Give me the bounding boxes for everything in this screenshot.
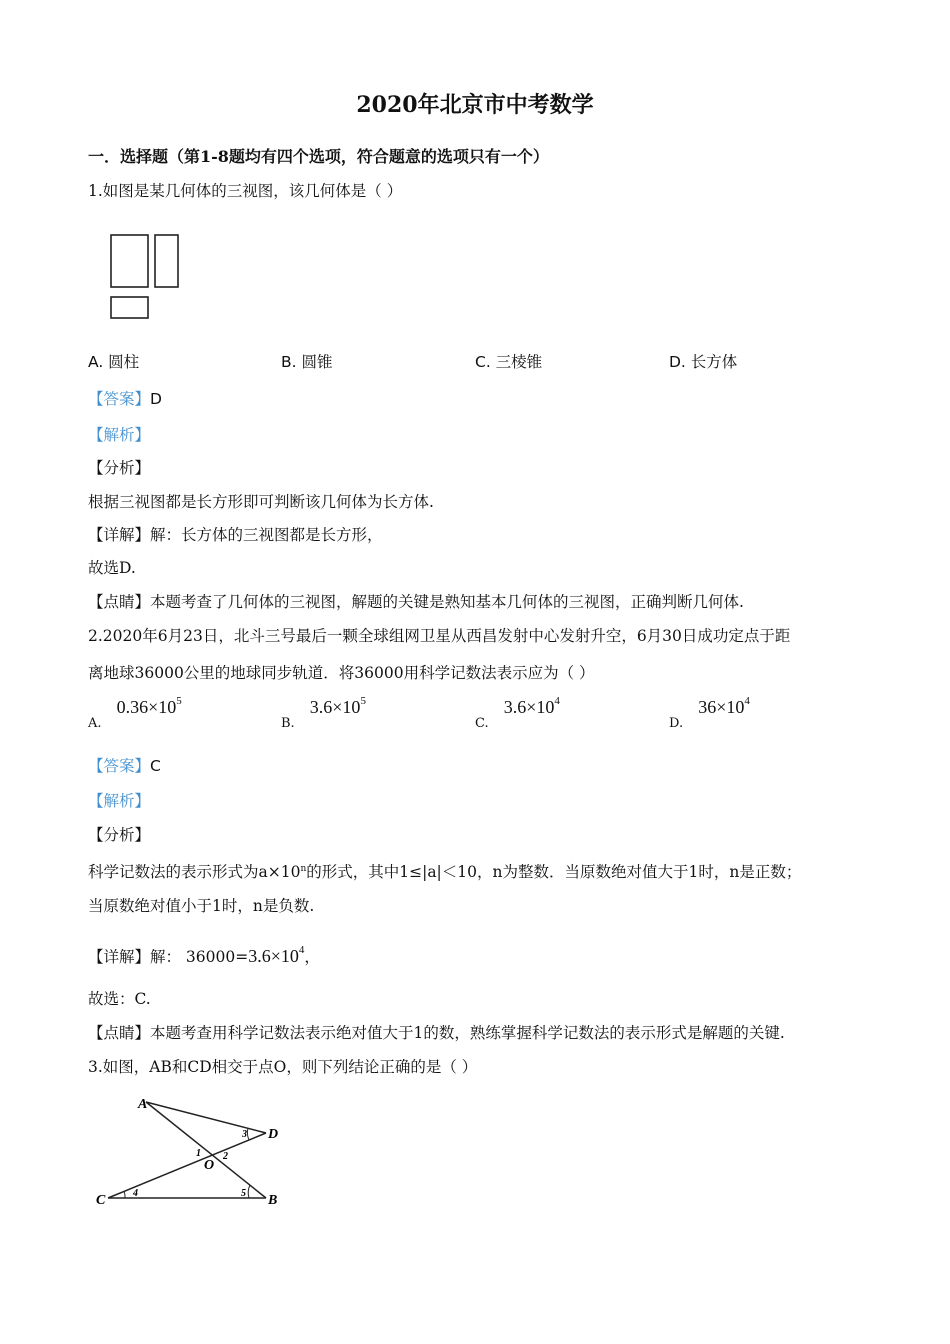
- page-title: 2020年北京市中考数学: [356, 92, 594, 118]
- q1-choose: 故选D.: [88, 559, 136, 577]
- q2-fenxi: 【分析】: [88, 826, 151, 844]
- label-angle-1: 1: [196, 1148, 201, 1159]
- q1-option-c: C. 三棱锥: [475, 353, 543, 371]
- three-view-figure: [105, 230, 185, 322]
- q3-stem: 3.如图，AB和CD相交于点O，则下列结论正确的是（ ）: [88, 1058, 478, 1076]
- q2-stem-1: 2.2020年6月23日，北斗三号最后一颗全球组网卫星从西昌发射中心发射升空，6月30日成功定点于距: [88, 627, 791, 645]
- q2-choose: 故选：C.: [88, 990, 151, 1008]
- angle-arc-4: [124, 1191, 125, 1198]
- q1-fenxi-text: 根据三视图都是长方形即可判断该几何体为长方体.: [88, 493, 434, 511]
- q1-detail: 【详解】解：长方体的三视图都是长方形，: [88, 526, 383, 544]
- label-o: O: [204, 1158, 215, 1173]
- intersecting-lines-figure: [88, 1088, 298, 1213]
- side-view: [155, 235, 178, 287]
- q1-dianjing: 【点睛】本题考查了几何体的三视图，解题的关键是熟知基本几何体的三视图，正确判断几何体.: [88, 593, 744, 611]
- q2-stem-2: 离地球36000公里的地球同步轨道．将36000用科学记数法表示应为（ ）: [88, 664, 595, 682]
- q1-answer: [88, 388, 162, 410]
- angle-arc-5: [248, 1185, 250, 1198]
- label-a: A: [138, 1097, 148, 1112]
- front-view: [111, 235, 148, 287]
- q2-answer: [88, 755, 161, 777]
- q1-option-a: A. 圆柱: [88, 353, 140, 371]
- answer-label: 【答案】: [88, 390, 151, 408]
- label-d: D: [268, 1127, 279, 1142]
- answer-value: C: [150, 757, 161, 775]
- q2-option-a: $_{A.}$ $0.36\times 10^5$: [88, 695, 182, 731]
- label-angle-2: 2: [223, 1151, 228, 1162]
- q1-option-d: D. 长方体: [669, 353, 738, 371]
- angle-arc-3: [247, 1128, 249, 1140]
- answer-value: D: [150, 390, 162, 408]
- section-heading: 一．选择题（第1-8题均有四个选项，符合题意的选项只有一个）: [88, 147, 549, 166]
- answer-label: 【答案】: [88, 757, 151, 775]
- label-angle-5: 5: [241, 1188, 246, 1199]
- q2-option-c: $_{C.}$ $3.6\times 10^4$: [475, 695, 560, 731]
- q2-dianjing: 【点睛】本题考查用科学记数法表示绝对值大于1的数，熟练掌握科学记数法的表示形式是解题的关键.: [88, 1024, 785, 1042]
- q1-fenxi: 【分析】: [88, 459, 151, 477]
- label-b: B: [268, 1193, 278, 1208]
- top-view: [111, 297, 148, 318]
- q2-fenxi-text-1: 科学记数法的表示形式为$a\times 10^n$的形式，其中1≤|a|＜10，n为整数．当原数绝对值大于1时，n是正数；: [88, 863, 802, 882]
- q2-fenxi-text-2: 当原数绝对值小于1时，n是负数.: [88, 897, 315, 915]
- q1-stem: 1.如图是某几何体的三视图，该几何体是（ ）: [88, 182, 403, 200]
- label-c: C: [96, 1193, 106, 1208]
- q2-option-b: $_{B.}$ $3.6\times 10^5$: [281, 695, 366, 731]
- q2-option-d: $_{D.}$ $36\times 10^4$: [669, 695, 750, 731]
- q1-option-b: B. 圆锥: [281, 353, 333, 371]
- q2-detail: 【详解】解： $36000=3.6\times 10^4$，: [88, 944, 320, 966]
- label-angle-3: 3: [242, 1129, 247, 1140]
- segment-ab: [146, 1102, 266, 1198]
- q1-jiexi: 【解析】: [88, 426, 151, 444]
- label-angle-4: 4: [133, 1188, 138, 1199]
- q2-jiexi: 【解析】: [88, 792, 151, 810]
